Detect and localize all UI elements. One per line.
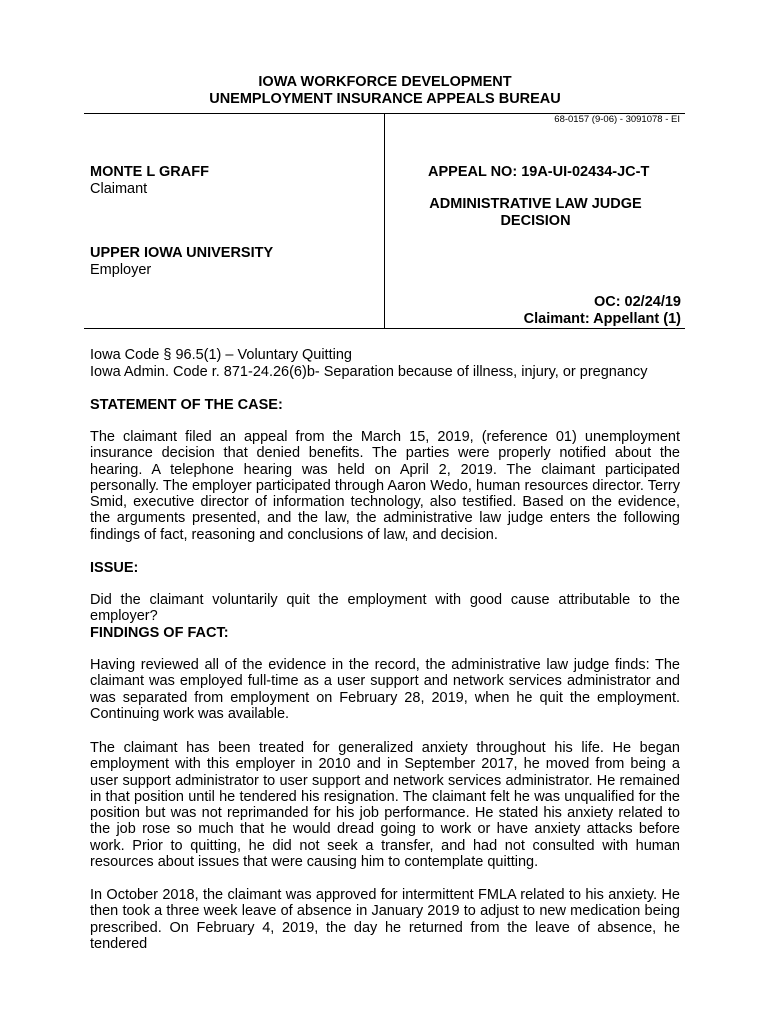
oc-date: OC: 02/24/19 [593, 294, 681, 310]
claimant-role: Claimant: Appellant (1) [523, 311, 681, 327]
findings-paragraph-3: In October 2018, the claimant was approved for intermittent FMLA related to his anxiety. He then took a three week leave of absence in January 2019 to adjust to new medication being prescribed. On February 4, 2019, the day he returned from the leave of absence, he tendered [90, 887, 680, 952]
claimant-label: Claimant [90, 181, 148, 197]
header-column-divider [384, 113, 385, 329]
statement-paragraph: The claimant filed an appeal from the March 15, 2019, (reference 01) unemployment insurance decision that denied benefits. The parties were properly notified about the hearing. A telephone hearing was held on April 2, 2019. The claimant participated personally. The employer participated through Aaron Wedo, human resources director. Terry Smid, executive director of information technology, also testified. Based on the evidence, the arguments presented, and the law, the administrative law judge enters the following findings of fact, reasoning and conclusions of law, and decision. [90, 429, 680, 543]
form-number: 68-0157 (9-06) - 3091078 - EI [554, 114, 680, 125]
employer-name: UPPER IOWA UNIVERSITY [90, 245, 274, 261]
claimant-name: MONTE L GRAFF [90, 164, 209, 180]
statement-heading: STATEMENT OF THE CASE: [90, 397, 283, 413]
code-citation-1: Iowa Code § 96.5(1) – Voluntary Quitting [90, 347, 352, 363]
issue-paragraph: Did the claimant voluntarily quit the employment with good cause attributable to the employer? [90, 592, 680, 625]
decision-title-line1: ADMINISTRATIVE LAW JUDGE [429, 196, 642, 212]
decision-title-line2: DECISION [500, 213, 571, 229]
code-citation-2: Iowa Admin. Code r. 871-24.26(6)b- Separation because of illness, injury, or pregnancy [90, 364, 648, 380]
appeal-number: APPEAL NO: 19A-UI-02434-JC-T [428, 164, 650, 180]
findings-paragraph-2: The claimant has been treated for generalized anxiety throughout his life. He began employment with this employer in 2010 and in September 2017, he moved from being a user support administrator to user support and network services administrator. He remained in that position until he tendered his resignation. The claimant felt he was unqualified for the position but was not reprimanded for his job performance. He stated his anxiety related to the job rose so much that he would dread going to work or have anxiety attacks before work. Prior to quitting, he did not seek a transfer, and had not consulted with human resources about issues that were causing him to contemplate quitting. [90, 740, 680, 871]
issue-heading: ISSUE: [90, 560, 139, 576]
findings-paragraph-1: Having reviewed all of the evidence in the record, the administrative law judge finds: The claimant was employed full-time as a user support and network services administrator and was separated from employment on February 28, 2019, when he quit the employment. Continuing work was available. [90, 657, 680, 722]
agency-title: IOWA WORKFORCE DEVELOPMENT [258, 74, 512, 90]
findings-heading: FINDINGS OF FACT: [90, 625, 229, 641]
bureau-title: UNEMPLOYMENT INSURANCE APPEALS BUREAU [209, 91, 561, 107]
employer-label: Employer [90, 262, 152, 278]
